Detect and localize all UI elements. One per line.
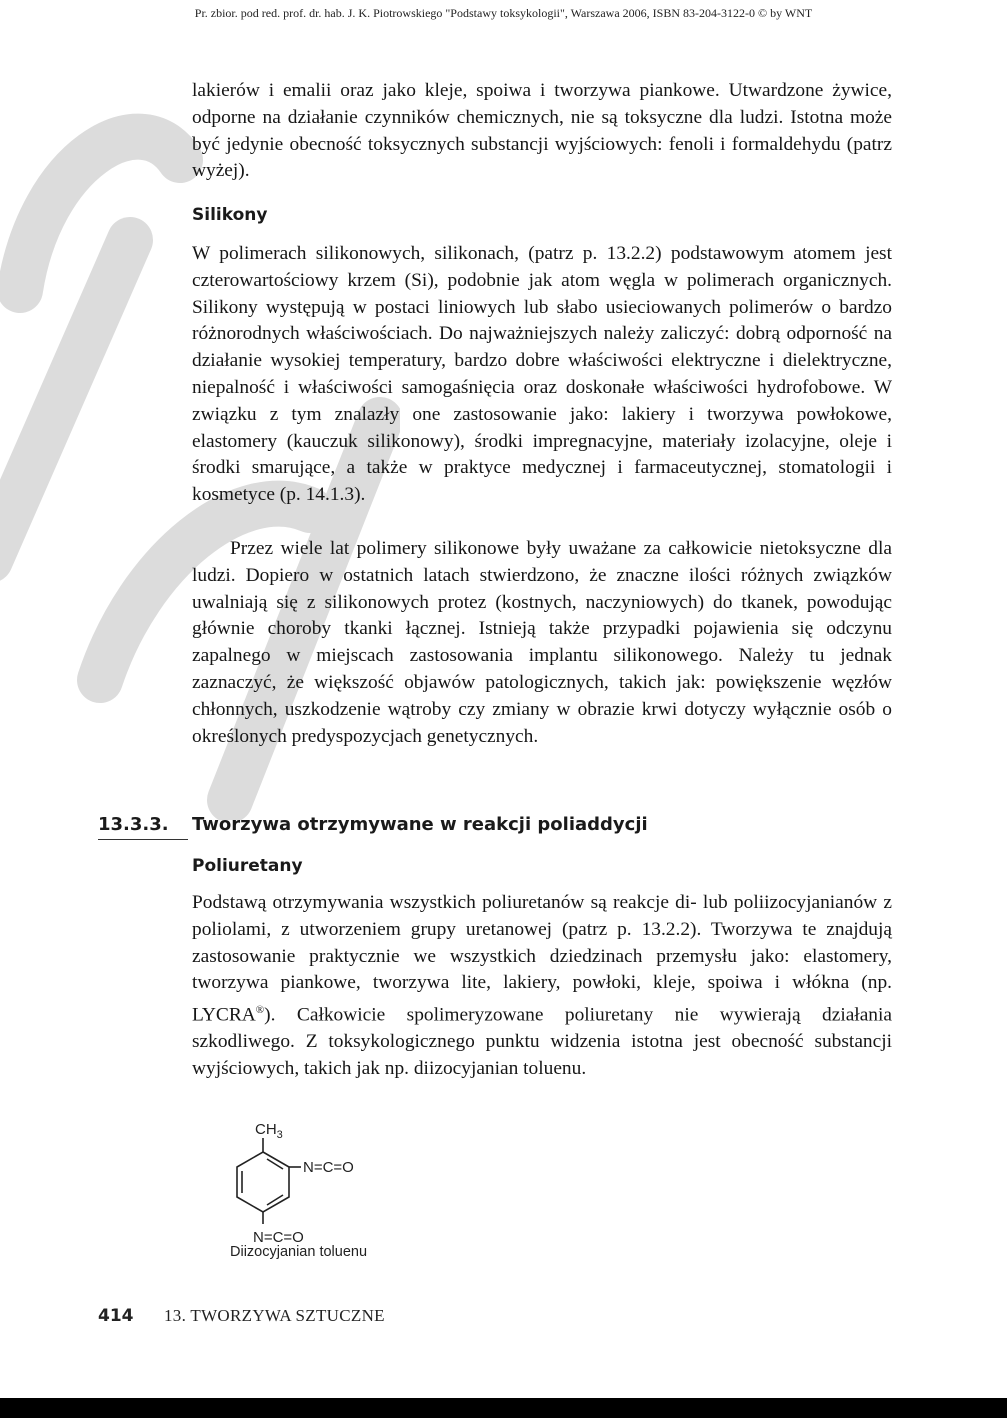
methyl-label: $CH_3$ [255,1121,283,1141]
section-title: Tworzywa otrzymywane w reakcji poliaddycji [192,814,648,835]
subheading-poliuretany: Poliuretany [192,856,303,876]
registered-mark: ® [255,1004,265,1017]
section-heading [98,814,798,835]
citation-header: Pr. zbior. pod red. prof. dr. hab. J. K. Piotrowskiego "Podstawy toksykologii", Warszawa 2006, ISBN 83-204-3122-0 © by WNT [194,6,813,20]
paragraph-silikony-1: W polimerach silikonowych, silikonach, (patrz p. 13.2.2) podstawowym atomem jest czterowartościowy krzem (Si), podobnie jak atom węgla w polimerach organicznych. Silikony występują w postaci liniowych lub słabo usieciowanych polimerów o bardzo różnorodnych właściwościach. Do najważniejszych należy zaliczyć: dobrą odporność na działanie wysokiej temperatury, bardzo dobre właściwości elektryczne i dielektryczne, niepalność i właściwości samogaśnięcia oraz doskonałe właściwości hydrofobowe. W związku z tym znalazły one zastosowanie jako: lakiery i tworzywa powłokowe, elastomery (kauczuk silikonowy), środki impregnacyjne, materiały izolacyjne, oleje i środki smarujące, a także w praktyce medycznej i farmaceutycznej, stomatologii i kosmetyce (p. 14.1.3). [192,243,892,506]
page-number: 414 [98,1306,134,1326]
benzene-ring [237,1152,289,1212]
isocyanate-top-label: N=C=O [303,1159,354,1176]
paragraph-poliuretany-part2: ). Całkowicie spolimeryzowane poliuretany nie wywierają działania szkodliwego. Z toksykologicznego punktu widzenia istotna jest obecność substancji wyjściowych, takich jak np. diizocyjanian toluenu. [192,1004,892,1080]
paragraph-silikony-2: Przez wiele lat polimery silikonowe były uważane za całkowicie nietoksyczne dla ludzi. Dopiero w ostatnich latach stwierdzono, że znaczne ilości różnych związków uwalniają się z silikonowych protez (kostnych, naczyniowych) do tkanek, powodując głównie choroby tkanki łącznej. Istnieją także przypadki pojawienia się odczynu zapalnego w miejscach zastosowania implantu silikonowego. Należy tu jednak zaznaczyć, że większość objawów patologicznych, takich jak: powiększenie węzłów chłonnych, uszkodzenie wątroby czy zmiany w obrazie krwi dotyczy wyłącznie osób o określonych predyspozycjach genetycznych. [192,538,892,747]
chapter-title: 13. TWORZYWA SZTUCZNE [164,1306,385,1325]
page-footer [98,1306,385,1326]
formula-caption: Diizocyjanian toluenu [230,1244,368,1260]
section-number: 13.3.3. [98,814,169,835]
isocyanate-bottom-label: N=C=O [253,1229,304,1246]
paragraph-intro: lakierów i emalii oraz jako kleje, spoiwa i tworzywa piankowe. Utwardzone żywice, odporne na działanie czynników chemicznych, nie są toksyczne dla ludzi. Istotna może być jedynie obecność toksycznych substancji wyjściowych: fenoli i formaldehydu (patrz wyżej). [192,80,892,182]
paragraph-poliuretany-part1: Podstawą otrzymywania wszystkich poliuretanów są reakcje di- lub poliizocyjanianów z poliolami, z utworzeniem grupy uretanowej (patrz p. 13.2.2). Tworzywa te znajdują zastosowanie praktycznie we wszystkich dziedzinach przemysłu jako: elastomery, tworzywa piankowe, tworzywa lite, lakiery, powłoki, kleje, spoiwa i włókna (np. LYCRA [192,892,892,1026]
paragraph-poliuretany [192,890,892,1083]
subheading-silikony: Silikony [192,205,268,225]
section-number-underline [98,839,188,840]
